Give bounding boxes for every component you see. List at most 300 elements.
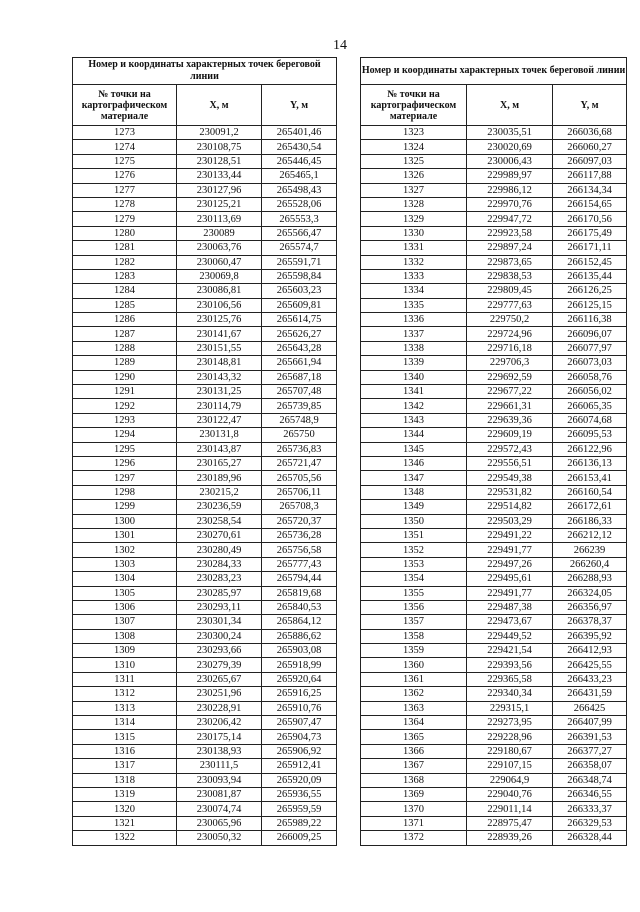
table-row [73, 672, 337, 686]
x-coordinate-cell: 230215,2 [177, 485, 262, 499]
point-number-cell: 1327 [361, 183, 467, 197]
y-coordinate-cell: 265886,62 [262, 629, 337, 643]
point-number-cell: 1360 [361, 658, 467, 672]
table-row [361, 572, 627, 586]
y-coordinate-cell: 265687,18 [262, 370, 337, 384]
x-coordinate-cell: 229692,59 [467, 370, 553, 384]
table-row [361, 197, 627, 211]
point-number-cell: 1362 [361, 687, 467, 701]
point-number-cell: 1341 [361, 385, 467, 399]
table-row [361, 399, 627, 413]
point-number-cell: 1320 [73, 802, 177, 816]
table-row [361, 658, 627, 672]
table-row [73, 816, 337, 830]
table-row [73, 313, 337, 327]
x-coordinate-cell: 229809,45 [467, 284, 553, 298]
table-row [361, 600, 627, 614]
x-coordinate-cell: 230006,43 [467, 154, 553, 168]
x-coordinate-cell: 230143,87 [177, 442, 262, 456]
point-number-cell: 1298 [73, 485, 177, 499]
column-header-x: Х, м [177, 85, 262, 126]
table-row [73, 413, 337, 427]
point-number-cell: 1312 [73, 687, 177, 701]
table-row [361, 413, 627, 427]
point-number-cell: 1367 [361, 759, 467, 773]
point-number-cell: 1302 [73, 543, 177, 557]
point-number-cell: 1291 [73, 385, 177, 399]
y-coordinate-cell: 265912,41 [262, 759, 337, 773]
point-number-cell: 1289 [73, 356, 177, 370]
y-coordinate-cell: 265864,12 [262, 615, 337, 629]
x-coordinate-cell: 230069,8 [177, 269, 262, 283]
x-coordinate-cell: 230141,67 [177, 327, 262, 341]
table-row [361, 586, 627, 600]
table-title: Номер и координаты характерных точек береговой линии [73, 58, 337, 85]
y-coordinate-cell: 266346,55 [553, 787, 627, 801]
y-coordinate-cell: 266175,49 [553, 226, 627, 240]
point-number-cell: 1365 [361, 730, 467, 744]
point-number-cell: 1274 [73, 140, 177, 154]
table-row [73, 356, 337, 370]
y-coordinate-cell: 266412,93 [553, 644, 627, 658]
x-coordinate-cell: 230265,67 [177, 672, 262, 686]
point-number-cell: 1363 [361, 701, 467, 715]
x-coordinate-cell: 230063,76 [177, 241, 262, 255]
y-coordinate-cell: 266239 [553, 543, 627, 557]
x-coordinate-cell: 229724,96 [467, 327, 553, 341]
x-coordinate-cell: 229491,77 [467, 543, 553, 557]
x-coordinate-cell: 229495,61 [467, 572, 553, 586]
point-number-cell: 1276 [73, 169, 177, 183]
point-number-cell: 1336 [361, 313, 467, 327]
coordinates-table-right [360, 57, 627, 846]
y-coordinate-cell: 266433,23 [553, 672, 627, 686]
table-row [73, 183, 337, 197]
table-row [73, 140, 337, 154]
y-coordinate-cell: 266153,41 [553, 471, 627, 485]
table-row [73, 658, 337, 672]
point-number-cell: 1318 [73, 773, 177, 787]
x-coordinate-cell: 230125,76 [177, 313, 262, 327]
column-header-x: Х, м [467, 85, 553, 126]
table-row [361, 241, 627, 255]
y-coordinate-cell: 265750 [262, 428, 337, 442]
table-row [361, 744, 627, 758]
x-coordinate-cell: 230279,39 [177, 658, 262, 672]
table-row [361, 154, 627, 168]
y-coordinate-cell: 265920,09 [262, 773, 337, 787]
point-number-cell: 1278 [73, 197, 177, 211]
point-number-cell: 1358 [361, 629, 467, 643]
point-number-cell: 1324 [361, 140, 467, 154]
table-row [73, 543, 337, 557]
table-row [361, 284, 627, 298]
table-row [73, 500, 337, 514]
point-number-cell: 1333 [361, 269, 467, 283]
x-coordinate-cell: 230133,44 [177, 169, 262, 183]
point-number-cell: 1348 [361, 485, 467, 499]
x-coordinate-cell: 229503,29 [467, 514, 553, 528]
x-coordinate-cell: 229639,36 [467, 413, 553, 427]
table-row [73, 226, 337, 240]
x-coordinate-cell: 229365,58 [467, 672, 553, 686]
point-number-cell: 1313 [73, 701, 177, 715]
y-coordinate-cell: 266186,33 [553, 514, 627, 528]
table-row [73, 385, 337, 399]
y-coordinate-cell: 265661,94 [262, 356, 337, 370]
y-coordinate-cell: 265920,64 [262, 672, 337, 686]
y-coordinate-cell: 266212,12 [553, 528, 627, 542]
point-number-cell: 1288 [73, 341, 177, 355]
page-number: 14 [333, 38, 347, 53]
point-number-cell: 1306 [73, 600, 177, 614]
table-row [361, 485, 627, 499]
table-row [361, 140, 627, 154]
table-row [361, 802, 627, 816]
point-number-cell: 1293 [73, 413, 177, 427]
table-title: Номер и координаты характерных точек береговой линии [361, 58, 627, 85]
point-number-cell: 1344 [361, 428, 467, 442]
point-number-cell: 1323 [361, 126, 467, 140]
x-coordinate-cell: 230206,42 [177, 716, 262, 730]
x-coordinate-cell: 229986,12 [467, 183, 553, 197]
table-row [73, 169, 337, 183]
point-number-cell: 1280 [73, 226, 177, 240]
x-coordinate-cell: 229609,19 [467, 428, 553, 442]
x-coordinate-cell: 229838,53 [467, 269, 553, 283]
table-row [73, 759, 337, 773]
y-coordinate-cell: 266117,88 [553, 169, 627, 183]
table-row [73, 615, 337, 629]
table-row [361, 212, 627, 226]
y-coordinate-cell: 266407,99 [553, 716, 627, 730]
table-row [73, 255, 337, 269]
y-coordinate-cell: 265591,71 [262, 255, 337, 269]
x-coordinate-cell: 230131,8 [177, 428, 262, 442]
y-coordinate-cell: 265706,11 [262, 485, 337, 499]
y-coordinate-cell: 265465,1 [262, 169, 337, 183]
table-row [361, 644, 627, 658]
y-coordinate-cell: 265736,83 [262, 442, 337, 456]
x-coordinate-cell: 230175,14 [177, 730, 262, 744]
point-number-cell: 1325 [361, 154, 467, 168]
point-number-cell: 1309 [73, 644, 177, 658]
y-coordinate-cell: 266134,34 [553, 183, 627, 197]
x-coordinate-cell: 229989,97 [467, 169, 553, 183]
x-coordinate-cell: 230086,81 [177, 284, 262, 298]
y-coordinate-cell: 266171,11 [553, 241, 627, 255]
y-coordinate-cell: 265903,08 [262, 644, 337, 658]
point-number-cell: 1285 [73, 298, 177, 312]
point-number-cell: 1303 [73, 557, 177, 571]
table-row [361, 255, 627, 269]
table-row [73, 586, 337, 600]
point-number-cell: 1281 [73, 241, 177, 255]
table-row [361, 557, 627, 571]
y-coordinate-cell: 266152,45 [553, 255, 627, 269]
x-coordinate-cell: 229873,65 [467, 255, 553, 269]
x-coordinate-cell: 230283,23 [177, 572, 262, 586]
x-coordinate-cell: 229487,38 [467, 600, 553, 614]
point-number-cell: 1359 [361, 644, 467, 658]
point-number-cell: 1273 [73, 126, 177, 140]
table-row [361, 716, 627, 730]
table-row [73, 557, 337, 571]
y-coordinate-cell: 265918,99 [262, 658, 337, 672]
x-coordinate-cell: 230228,91 [177, 701, 262, 715]
y-coordinate-cell: 265756,58 [262, 543, 337, 557]
table-row [73, 456, 337, 470]
x-coordinate-cell: 229716,18 [467, 341, 553, 355]
point-number-cell: 1294 [73, 428, 177, 442]
x-coordinate-cell: 230113,69 [177, 212, 262, 226]
table-row [73, 269, 337, 283]
x-coordinate-cell: 229228,96 [467, 730, 553, 744]
x-coordinate-cell: 230125,21 [177, 197, 262, 211]
point-number-cell: 1354 [361, 572, 467, 586]
coordinates-table-left [72, 57, 337, 846]
x-coordinate-cell: 230151,55 [177, 341, 262, 355]
y-coordinate-cell: 266377,27 [553, 744, 627, 758]
x-coordinate-cell: 229040,76 [467, 787, 553, 801]
point-number-cell: 1370 [361, 802, 467, 816]
table-row [361, 514, 627, 528]
x-coordinate-cell: 229497,26 [467, 557, 553, 571]
y-coordinate-cell: 265819,68 [262, 586, 337, 600]
point-number-cell: 1286 [73, 313, 177, 327]
x-coordinate-cell: 230122,47 [177, 413, 262, 427]
y-coordinate-cell: 265910,76 [262, 701, 337, 715]
y-coordinate-cell: 266328,44 [553, 831, 627, 845]
y-coordinate-cell: 265794,44 [262, 572, 337, 586]
y-coordinate-cell: 266126,25 [553, 284, 627, 298]
y-coordinate-cell: 266122,96 [553, 442, 627, 456]
y-coordinate-cell: 265736,28 [262, 528, 337, 542]
y-coordinate-cell: 265721,47 [262, 456, 337, 470]
table-row [73, 442, 337, 456]
y-coordinate-cell: 265498,43 [262, 183, 337, 197]
point-number-cell: 1339 [361, 356, 467, 370]
table-row [73, 471, 337, 485]
x-coordinate-cell: 230138,93 [177, 744, 262, 758]
point-number-cell: 1321 [73, 816, 177, 830]
y-coordinate-cell: 266077,97 [553, 341, 627, 355]
y-coordinate-cell: 266097,03 [553, 154, 627, 168]
x-coordinate-cell: 230280,49 [177, 543, 262, 557]
table-body-left [73, 126, 337, 846]
point-number-cell: 1326 [361, 169, 467, 183]
point-number-cell: 1351 [361, 528, 467, 542]
table-row [73, 514, 337, 528]
x-coordinate-cell: 229491,22 [467, 528, 553, 542]
table-row [361, 629, 627, 643]
point-number-cell: 1277 [73, 183, 177, 197]
x-coordinate-cell: 229064,9 [467, 773, 553, 787]
y-coordinate-cell: 265748,9 [262, 413, 337, 427]
point-number-cell: 1371 [361, 816, 467, 830]
x-coordinate-cell: 229777,63 [467, 298, 553, 312]
x-coordinate-cell: 230074,74 [177, 802, 262, 816]
x-coordinate-cell: 230148,81 [177, 356, 262, 370]
x-coordinate-cell: 230081,87 [177, 787, 262, 801]
y-coordinate-cell: 265603,23 [262, 284, 337, 298]
y-coordinate-cell: 266288,93 [553, 572, 627, 586]
y-coordinate-cell: 265777,43 [262, 557, 337, 571]
point-number-cell: 1347 [361, 471, 467, 485]
x-coordinate-cell: 230035,51 [467, 126, 553, 140]
table-row [73, 701, 337, 715]
y-coordinate-cell: 265739,85 [262, 399, 337, 413]
y-coordinate-cell: 266135,44 [553, 269, 627, 283]
table-row [361, 730, 627, 744]
x-coordinate-cell: 230300,24 [177, 629, 262, 643]
table-row [73, 428, 337, 442]
table-row [73, 327, 337, 341]
y-coordinate-cell: 266036,68 [553, 126, 627, 140]
x-coordinate-cell: 230065,96 [177, 816, 262, 830]
point-number-cell: 1316 [73, 744, 177, 758]
x-coordinate-cell: 230293,66 [177, 644, 262, 658]
point-number-cell: 1352 [361, 543, 467, 557]
table-row [361, 615, 627, 629]
table-row [73, 831, 337, 845]
point-number-cell: 1322 [73, 831, 177, 845]
table-row [73, 600, 337, 614]
x-coordinate-cell: 230106,56 [177, 298, 262, 312]
x-coordinate-cell: 230165,27 [177, 456, 262, 470]
x-coordinate-cell: 230050,32 [177, 831, 262, 845]
point-number-cell: 1343 [361, 413, 467, 427]
point-number-cell: 1329 [361, 212, 467, 226]
point-number-cell: 1356 [361, 600, 467, 614]
table-row [361, 687, 627, 701]
point-number-cell: 1338 [361, 341, 467, 355]
y-coordinate-cell: 265707,48 [262, 385, 337, 399]
x-coordinate-cell: 230060,47 [177, 255, 262, 269]
table-row [361, 500, 627, 514]
y-coordinate-cell: 265906,92 [262, 744, 337, 758]
point-number-cell: 1334 [361, 284, 467, 298]
x-coordinate-cell: 230143,32 [177, 370, 262, 384]
point-number-cell: 1364 [361, 716, 467, 730]
y-coordinate-cell: 266073,03 [553, 356, 627, 370]
point-number-cell: 1290 [73, 370, 177, 384]
y-coordinate-cell: 265705,56 [262, 471, 337, 485]
point-number-cell: 1328 [361, 197, 467, 211]
point-number-cell: 1310 [73, 658, 177, 672]
point-number-cell: 1369 [361, 787, 467, 801]
point-number-cell: 1305 [73, 586, 177, 600]
table-row [361, 370, 627, 384]
table-row [361, 543, 627, 557]
y-coordinate-cell: 265401,46 [262, 126, 337, 140]
point-number-cell: 1337 [361, 327, 467, 341]
y-coordinate-cell: 266096,07 [553, 327, 627, 341]
table-row [73, 787, 337, 801]
point-number-cell: 1335 [361, 298, 467, 312]
y-coordinate-cell: 265446,45 [262, 154, 337, 168]
table-row [73, 716, 337, 730]
point-number-cell: 1340 [361, 370, 467, 384]
x-coordinate-cell: 229421,54 [467, 644, 553, 658]
x-coordinate-cell: 229897,24 [467, 241, 553, 255]
x-coordinate-cell: 230251,96 [177, 687, 262, 701]
x-coordinate-cell: 230111,5 [177, 759, 262, 773]
point-number-cell: 1319 [73, 787, 177, 801]
table-row [361, 471, 627, 485]
y-coordinate-cell: 265708,3 [262, 500, 337, 514]
column-header-point-number: № точки на картографическом материале [361, 85, 467, 126]
x-coordinate-cell: 229340,34 [467, 687, 553, 701]
point-number-cell: 1314 [73, 716, 177, 730]
x-coordinate-cell: 230236,59 [177, 500, 262, 514]
table-row [361, 831, 627, 845]
table-row [73, 399, 337, 413]
y-coordinate-cell: 266260,4 [553, 557, 627, 571]
column-header-point-number: № точки на картографическом материале [73, 85, 177, 126]
x-coordinate-cell: 230301,34 [177, 615, 262, 629]
point-number-cell: 1299 [73, 500, 177, 514]
y-coordinate-cell: 266425 [553, 701, 627, 715]
y-coordinate-cell: 266136,13 [553, 456, 627, 470]
point-number-cell: 1317 [73, 759, 177, 773]
y-coordinate-cell: 265553,3 [262, 212, 337, 226]
table-row [361, 169, 627, 183]
y-coordinate-cell: 266056,02 [553, 385, 627, 399]
point-number-cell: 1345 [361, 442, 467, 456]
x-coordinate-cell: 230258,54 [177, 514, 262, 528]
x-coordinate-cell: 229661,31 [467, 399, 553, 413]
x-coordinate-cell: 229491,77 [467, 586, 553, 600]
table-row [361, 341, 627, 355]
y-coordinate-cell: 266356,97 [553, 600, 627, 614]
point-number-cell: 1296 [73, 456, 177, 470]
point-number-cell: 1300 [73, 514, 177, 528]
column-header-y: Y, м [553, 85, 627, 126]
y-coordinate-cell: 265916,25 [262, 687, 337, 701]
y-coordinate-cell: 265566,47 [262, 226, 337, 240]
table-row [73, 341, 337, 355]
x-coordinate-cell: 228975,47 [467, 816, 553, 830]
point-number-cell: 1368 [361, 773, 467, 787]
x-coordinate-cell: 229750,2 [467, 313, 553, 327]
y-coordinate-cell: 266358,07 [553, 759, 627, 773]
point-number-cell: 1301 [73, 528, 177, 542]
table-row [361, 442, 627, 456]
table-row [361, 298, 627, 312]
table-row [73, 197, 337, 211]
x-coordinate-cell: 229572,43 [467, 442, 553, 456]
x-coordinate-cell: 229514,82 [467, 500, 553, 514]
point-number-cell: 1355 [361, 586, 467, 600]
x-coordinate-cell: 229107,15 [467, 759, 553, 773]
x-coordinate-cell: 230270,61 [177, 528, 262, 542]
column-header-y: Y, м [262, 85, 337, 126]
x-coordinate-cell: 230108,75 [177, 140, 262, 154]
x-coordinate-cell: 229011,14 [467, 802, 553, 816]
y-coordinate-cell: 266172,61 [553, 500, 627, 514]
table-row [73, 528, 337, 542]
table-row [361, 773, 627, 787]
x-coordinate-cell: 229393,56 [467, 658, 553, 672]
point-number-cell: 1346 [361, 456, 467, 470]
y-coordinate-cell: 266348,74 [553, 773, 627, 787]
point-number-cell: 1357 [361, 615, 467, 629]
table-row [73, 126, 337, 140]
x-coordinate-cell: 229449,52 [467, 629, 553, 643]
x-coordinate-cell: 229273,95 [467, 716, 553, 730]
x-coordinate-cell: 230089 [177, 226, 262, 240]
